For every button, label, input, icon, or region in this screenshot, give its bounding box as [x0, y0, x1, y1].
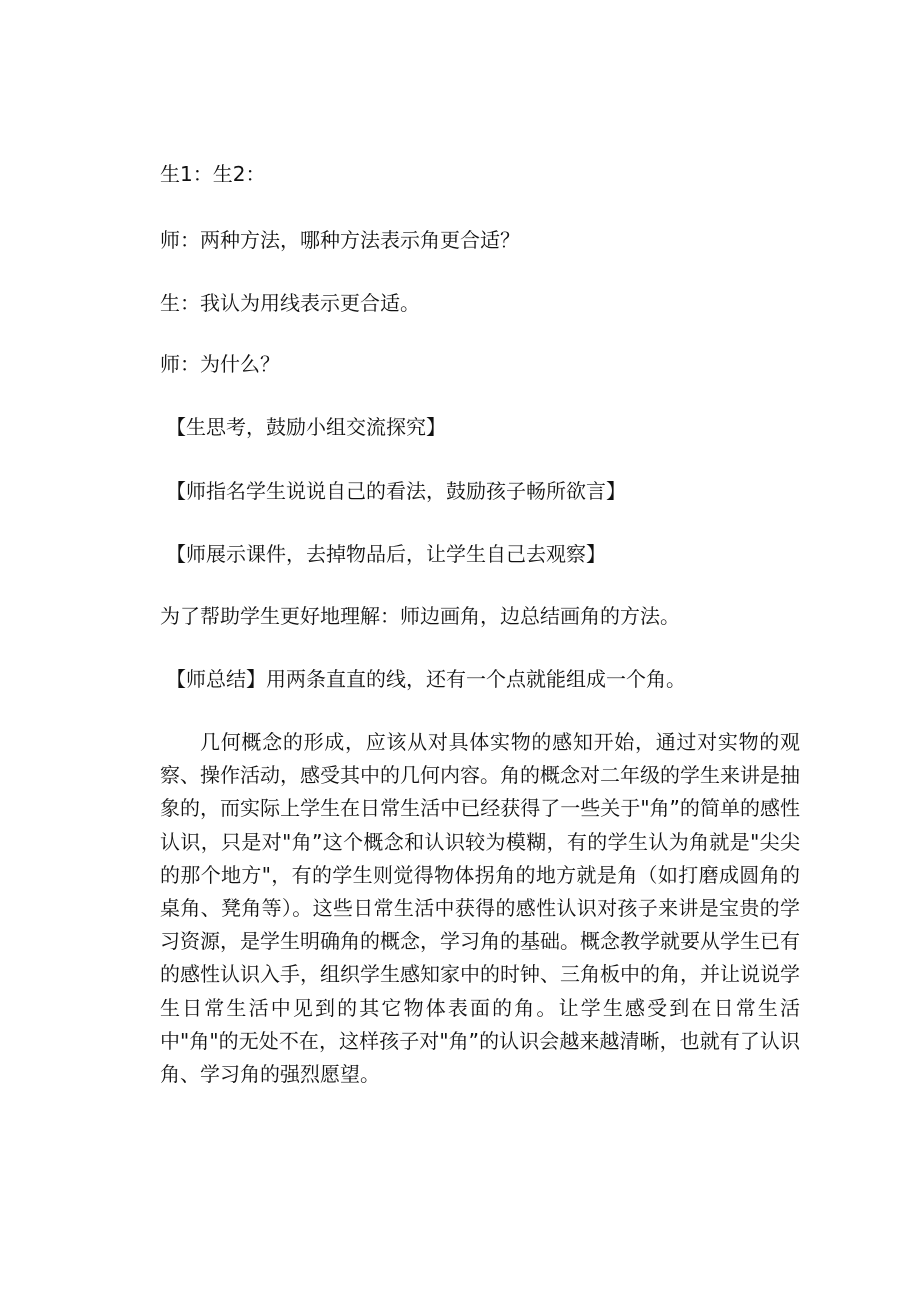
dialogue-line-students: 生1：生2： [160, 162, 266, 186]
teacher-summary-line: 【师总结】用两条直直的线，还有一个点就能组成一个角。 [166, 667, 686, 691]
reflection-paragraph: 几何概念的形成，应该从对具体实物的感知开始，通过对实物的观察、操作活动，感受其中的几何内容。角的概念对二年级的学生来讲是抽象的，而实际上学生在日常生活中已经获得了一些关于"角”的简单的感性认识，只是对"角”这个概念和认识较为模糊，有的学生认为角就是"尖尖的那个地方"，有的学生则觉得物体拐角的地方就是角（如打磨成圆角的桌角、凳角等）。这些日常生活中获得的感性认识对孩子来讲是宝贵的学习资源，是学生明确角的概念，学习角的基础。概念教学就要从学生已有的感性认识入手，组织学生感知家中的时钟、三角板中的角，并让说说学生日常生活中见到的其它物体表面的角。让学生感受到在日常生活中"角"的无处不在，这样孩子对"角”的认识会越来越清晰，也就有了认识角、学习角的强烈愿望。 [160, 730, 800, 1087]
stage-direction-think: 【生思考，鼓励小组交流探究】 [166, 415, 446, 439]
dialogue-line-teacher-question: 师：两种方法，哪种方法表示角更合适？ [160, 228, 520, 252]
explanation-line: 为了帮助学生更好地理解：师边画角，边总结画角的方法。 [160, 604, 680, 628]
stage-direction-courseware: 【师展示课件，去掉物品后，让学生自己去观察】 [166, 542, 606, 566]
stage-direction-share: 【师指名学生说说自己的看法，鼓励孩子畅所欲言】 [166, 479, 626, 503]
dialogue-line-student-answer: 生：我认为用线表示更合适。 [160, 291, 420, 315]
dialogue-line-teacher-why: 师：为什么？ [160, 352, 280, 376]
